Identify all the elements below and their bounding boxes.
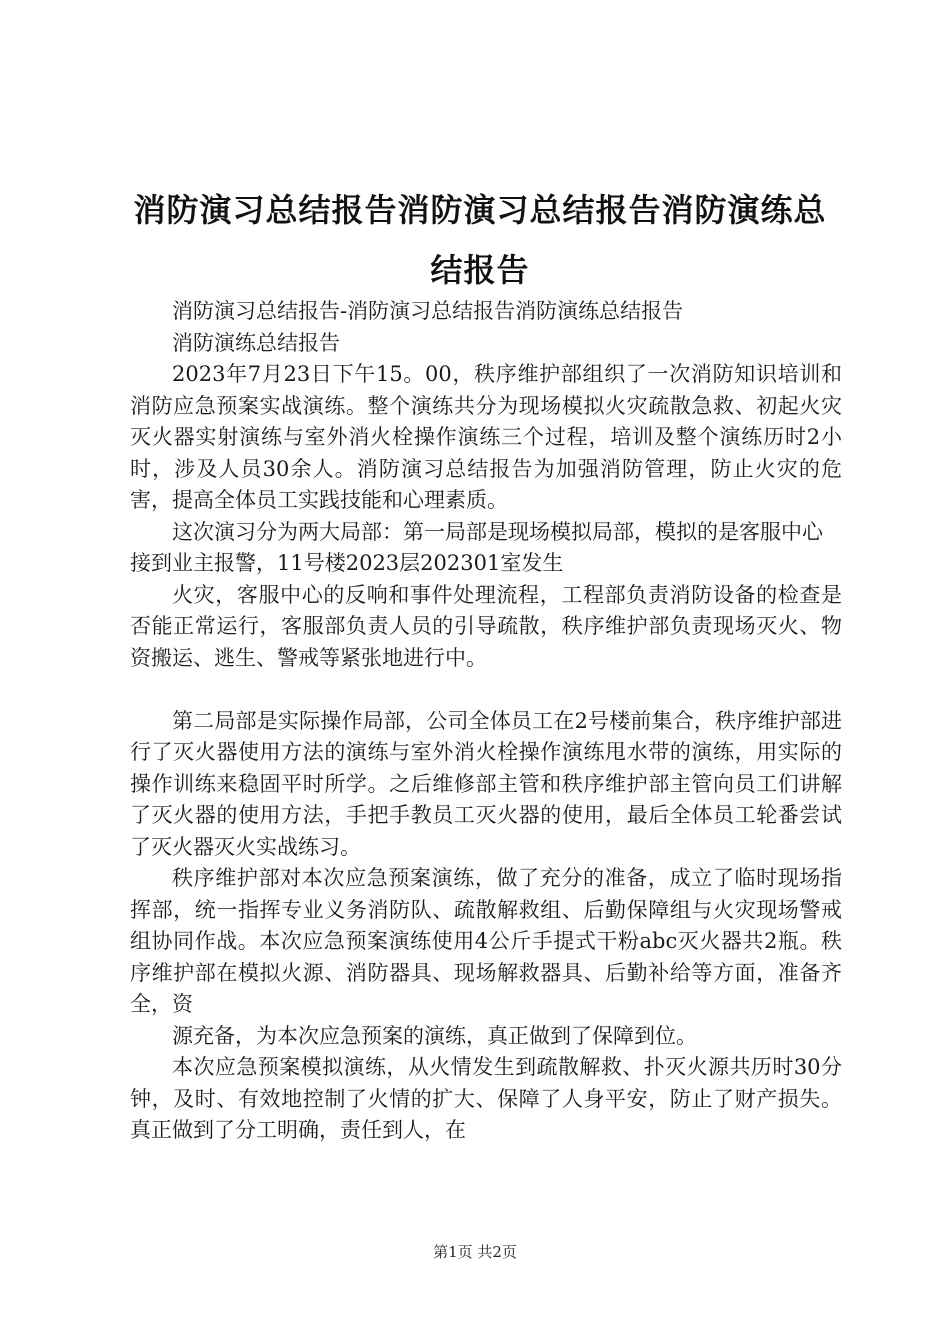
page-footer: 第1页 共2页: [433, 1243, 517, 1261]
paragraph-gap: [130, 674, 842, 706]
paragraph-4: 第二局部是实际操作局部，公司全体员工在2号楼前集合，秩序维护部进行了灭火器使用方法的演练与室外消火栓操作演练甩水带的演练，用实际的操作训练来稳固平时所学。之后维修部主管和秩序维护部主管向员工们讲解了灭火器的使用方法，手把手教员工灭火器的使用，最后全体员工轮番尝试了灭火器灭火实战练习。: [130, 708, 842, 859]
document-title: 消防演习总结报告消防演习总结报告消防演练总结报告: [133, 191, 827, 289]
document-body: [130, 296, 842, 1147]
paragraph-2: 这次演习分为两大局部：第一局部是现场模拟局部，模拟的是客服中心接到业主报警，11号楼2023层202301室发生: [130, 519, 823, 575]
subtitle-line: 消防演习总结报告-消防演习总结报告消防演练总结报告: [172, 299, 684, 323]
paragraph-6: 源充备，为本次应急预案的演练，真正做到了保障到位。: [172, 1023, 697, 1048]
heading-line: 消防演练总结报告: [172, 330, 340, 355]
paragraph-7: 本次应急预案模拟演练，从火情发生到疏散解救、扑灭火源共历时30分钟，及时、有效地控制了火情的扩大、保障了人身平安，防止了财产损失。真正做到了分工明确，责任到人，在: [130, 1055, 842, 1142]
paragraph-5: 秩序维护部对本次应急预案演练，做了充分的准备，成立了临时现场指挥部，统一指挥专业义务消防队、疏散解救组、后勤保障组与火灾现场警戒组协同作战。本次应急预案演练使用4公斤手提式干粉abc灭火器共2瓶。秩序维护部在模拟火源、消防器具、现场解救器具、后勤补给等方面，准备齐全，资: [130, 866, 842, 1016]
paragraph-3: 火灾，客服中心的反响和事件处理流程，工程部负责消防设备的检查是否能正常运行，客服部负责人员的引导疏散，秩序维护部负责现场灭火、物资搬运、逃生、警戒等紧张地进行中。: [130, 582, 842, 670]
paragraph-1: 2023年7月23日下午15。00，秩序维护部组织了一次消防知识培训和消防应急预案实战演练。整个演练共分为现场模拟火灾疏散急救、初起火灾灭火器实射演练与室外消火栓操作演练三个过程，培训及整个演练历时2小时，涉及人员30余人。消防演习总结报告为加强消防管理，防止火灾的危害，提高全体员工实践技能和心理素质。: [130, 362, 842, 512]
